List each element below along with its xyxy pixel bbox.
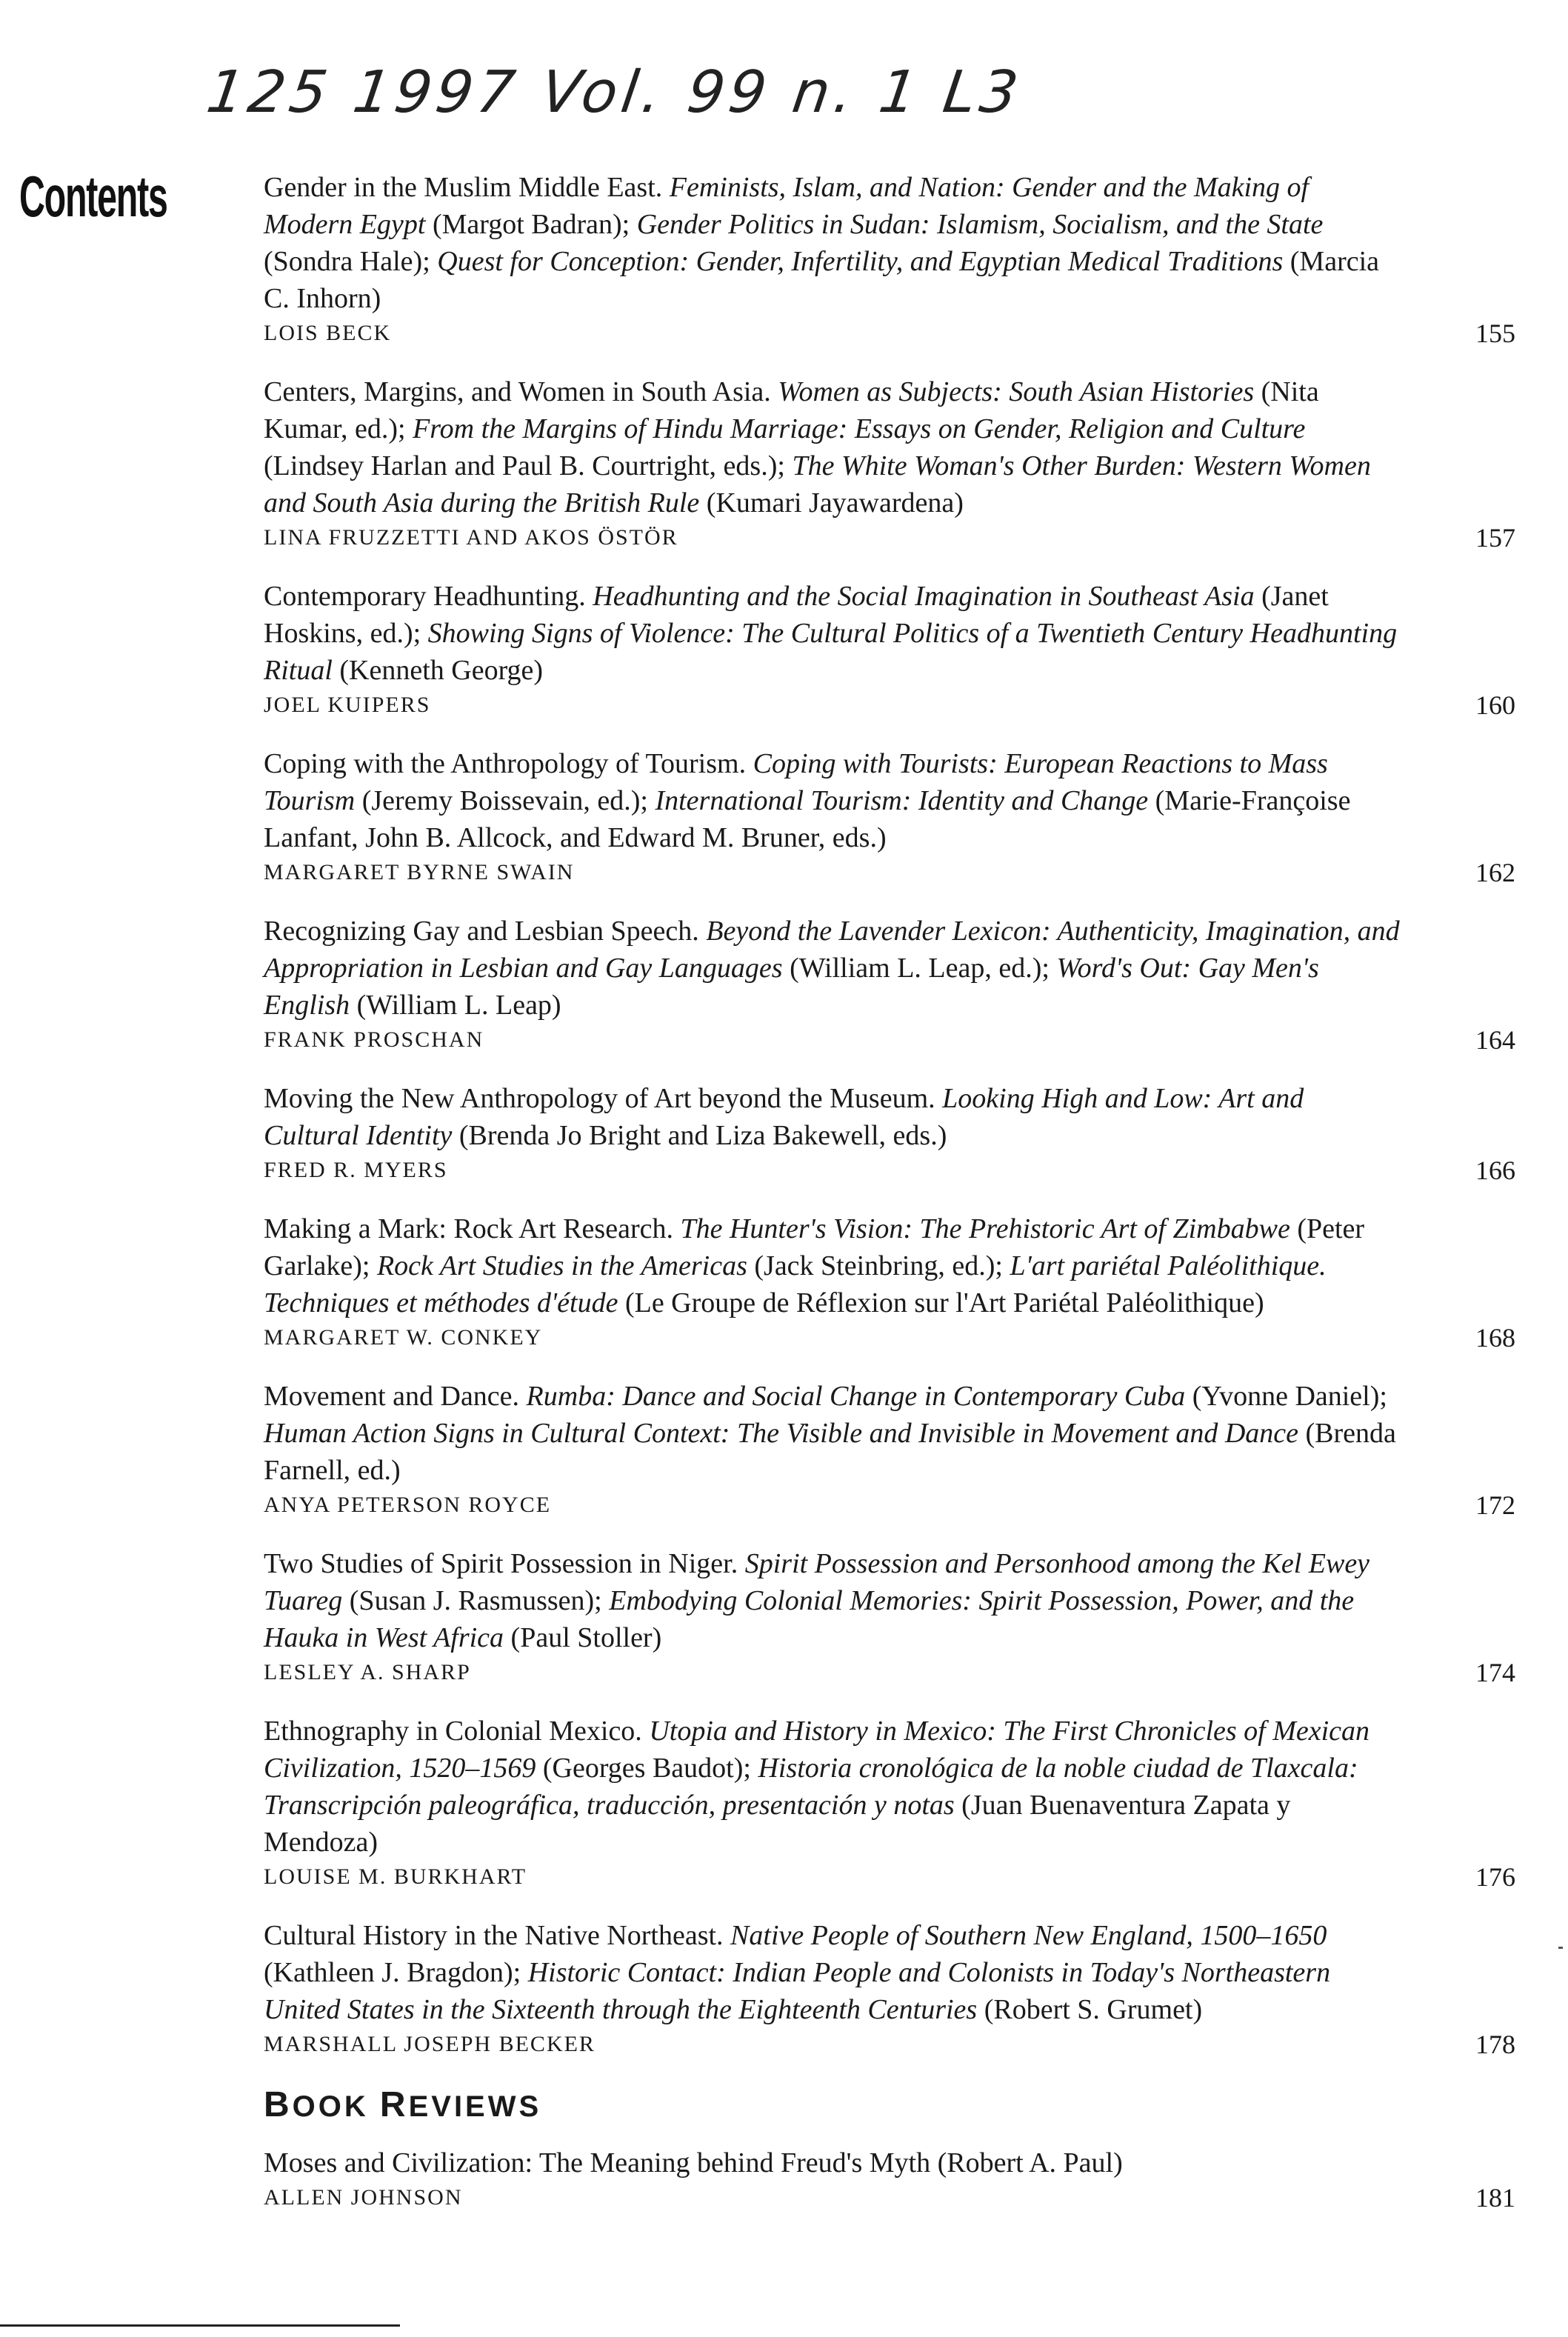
book-title: Showing Signs of Violence: The Cultural Politics of a Twentieth Century Headhunting Ritual: [264, 618, 1398, 686]
book-author: (Margot Badran);: [432, 209, 630, 240]
entry-title: Coping with the Anthropology of Tourism.: [264, 748, 747, 779]
book-title: Historic Contact: Indian People and Colonists in Today's Northeastern United States in the Sixteenth through the Eighteenth Centuries: [264, 1957, 1331, 2025]
heading-initial: R: [379, 2085, 409, 2124]
book-title: Utopia and History in Mexico: The First Chronicles of Mexican Civilization, 1520–1569: [264, 1716, 1370, 1784]
page-number: 172: [1475, 1490, 1515, 1520]
book-title: Headhunting and the Social Imagination in Southeast Asia: [593, 581, 1255, 612]
entry-text: [264, 373, 1404, 521]
book-title: Women as Subjects: South Asian Histories: [778, 376, 1255, 407]
heading-rest: EVIEWS: [408, 2090, 542, 2123]
book-title: Rock Art Studies in the Americas: [376, 1250, 747, 1281]
reviewer-name: MARGARET W. CONKEY: [264, 1325, 543, 1350]
entry-title: Centers, Margins, and Women in South Asia.: [264, 376, 771, 407]
reviewer-name: FRANK PROSCHAN: [264, 1027, 484, 1052]
book-title: The White Woman's Other Burden: Western Women and South Asia during the British Rule: [264, 450, 1371, 519]
book-title: Human Action Signs in Cultural Context: The Visible and Invisible in Movement and Dance: [264, 1418, 1299, 1449]
book-author: (Brenda Farnell, ed.): [264, 1418, 1396, 1486]
book-author: (Kathleen J. Bragdon);: [264, 1957, 521, 1988]
entry-text: [264, 913, 1404, 1024]
book-author: (Nita Kumar, ed.);: [264, 376, 1319, 444]
reviewer-name: LOIS BECK: [264, 321, 392, 345]
entry-title: Two Studies of Spirit Possession in Niger.: [264, 1548, 738, 1579]
book-author: (Jack Steinbring, ed.);: [754, 1250, 1003, 1281]
book-author: (Le Groupe de Réflexion sur l'Art Pariétal Paléolithique): [624, 1287, 1264, 1318]
margin-mark: [1558, 1947, 1563, 1949]
page-number: 162: [1475, 858, 1515, 887]
reviewer-name: LESLEY A. SHARP: [264, 1660, 471, 1684]
reviewer-name: ALLEN JOHNSON: [264, 2185, 463, 2210]
book-author: (Kenneth George): [339, 655, 544, 686]
book-title: Spirit Possession and Personhood among the Kel Ewey Tuareg: [264, 1548, 1370, 1616]
entry-text: [264, 578, 1404, 689]
entry-text: [264, 1210, 1404, 1321]
contents-entry: [264, 373, 1515, 551]
book-author: (Paul Stoller): [510, 1622, 662, 1653]
bottom-rule: [0, 2324, 400, 2327]
entry-title: Contemporary Headhunting.: [264, 581, 586, 612]
page-number: 164: [1475, 1025, 1515, 1055]
contents-list: [264, 169, 1515, 2238]
review-title: Moses and Civilization: The Meaning behind Freud's Myth (Robert A. Paul): [264, 2147, 1123, 2178]
entry-title: Ethnography in Colonial Mexico.: [264, 1716, 642, 1747]
entry-title: Gender in the Muslim Middle East.: [264, 172, 663, 203]
review-entry: [264, 2144, 1515, 2211]
handwritten-call-number: 125 1997 Vol. 99 n. 1 L3: [202, 59, 1027, 126]
heading-rest: OOK: [292, 2090, 380, 2123]
book-title: Beyond the Lavender Lexicon: Authenticity, Imagination, and Appropriation in Lesbian and Gay Languages: [264, 916, 1400, 984]
book-author: (Marcia C. Inhorn): [264, 246, 1380, 314]
book-title: International Tourism: Identity and Change: [655, 785, 1149, 816]
contents-entry: [264, 1080, 1515, 1184]
page-number: 168: [1475, 1323, 1515, 1353]
book-author: (William L. Leap): [356, 990, 561, 1021]
book-author: (Yvonne Daniel);: [1192, 1381, 1387, 1412]
book-title: From the Margins of Hindu Marriage: Essays on Gender, Religion and Culture: [413, 413, 1306, 444]
book-title: Feminists, Islam, and Nation: Gender and the Making of Modern Egypt: [264, 172, 1310, 240]
book-author: (Juan Buenaventura Zapata y Mendoza): [264, 1790, 1291, 1858]
reviewer-name: ANYA PETERSON ROYCE: [264, 1493, 552, 1517]
book-title: The Hunter's Vision: The Prehistoric Art of Zimbabwe: [680, 1213, 1290, 1244]
reviewer-name: MARSHALL JOSEPH BECKER: [264, 2032, 595, 2056]
entry-text: [264, 1713, 1404, 1861]
reviewer-name: JOEL KUIPERS: [264, 693, 431, 717]
entry-text: [264, 169, 1404, 317]
book-title: Gender Politics in Sudan: Islamism, Socialism, and the State: [636, 209, 1324, 240]
book-author: (Robert S. Grumet): [984, 1994, 1203, 2025]
page-number: 181: [1475, 2183, 1515, 2213]
page-number: 166: [1475, 1156, 1515, 1185]
contents-entry: [264, 578, 1515, 719]
contents-entry: [264, 169, 1515, 347]
contents-entry: [264, 1713, 1515, 1890]
page-number: 176: [1475, 1862, 1515, 1892]
entry-text: [264, 1917, 1404, 2028]
contents-entry: [264, 1545, 1515, 1686]
page-number: 178: [1475, 2030, 1515, 2059]
entry-title: Moving the New Anthropology of Art beyond the Museum.: [264, 1083, 935, 1114]
book-author: (Jeremy Boissevain, ed.);: [361, 785, 648, 816]
book-title: Word's Out: Gay Men's English: [264, 953, 1319, 1021]
book-author: (Kumari Jayawardena): [706, 487, 964, 519]
page-number: 160: [1475, 690, 1515, 720]
book-author: (Lindsey Harlan and Paul B. Courtright, eds.);: [264, 450, 785, 481]
book-title: Quest for Conception: Gender, Infertility, and Egyptian Medical Traditions: [437, 246, 1284, 277]
reviewer-name: FRED R. MYERS: [264, 1158, 448, 1182]
book-title: Historia cronológica de la noble ciudad de Tlaxcala: Transcripción paleográfica, traducción, presentación y notas: [264, 1753, 1358, 1821]
entry-title: Making a Mark: Rock Art Research.: [264, 1213, 673, 1244]
entry-text: [264, 1545, 1404, 1656]
contents-entry: [264, 1917, 1515, 2058]
contents-entry: [264, 745, 1515, 886]
entry-text: [264, 1378, 1404, 1489]
book-title: Embodying Colonial Memories: Spirit Possession, Power, and the Hauka in West Africa: [264, 1585, 1355, 1653]
page-number: 174: [1475, 1658, 1515, 1687]
book-title: Native People of Southern New England, 1500–1650: [730, 1920, 1327, 1951]
contents-entry: [264, 1210, 1515, 1351]
contents-entry: [264, 1378, 1515, 1518]
contents-entry: [264, 913, 1515, 1053]
entry-title: Cultural History in the Native Northeast.: [264, 1920, 724, 1951]
book-author: (Georges Baudot);: [542, 1753, 751, 1784]
entry-text: [264, 1080, 1404, 1154]
book-author: (Susan J. Rasmussen);: [349, 1585, 602, 1616]
book-title: L'art pariétal Paléolithique. Techniques et méthodes d'étude: [264, 1250, 1327, 1318]
reviewer-name: LINA FRUZZETTI AND AKOS ÖSTÖR: [264, 525, 678, 550]
book-author: (Peter Garlake);: [264, 1213, 1365, 1281]
book-author: (Sondra Hale);: [264, 246, 430, 277]
book-author: (William L. Leap, ed.);: [790, 953, 1050, 984]
book-reviews-heading: [264, 2084, 1515, 2125]
book-title: Coping with Tourists: European Reactions to Mass Tourism: [264, 748, 1328, 816]
book-author: (Brenda Jo Bright and Liza Bakewell, eds.): [458, 1120, 947, 1151]
book-author: (Janet Hoskins, ed.);: [264, 581, 1329, 649]
reviewer-name: LOUISE M. BURKHART: [264, 1864, 527, 1889]
reviewer-name: MARGARET BYRNE SWAIN: [264, 860, 575, 884]
heading-initial: B: [264, 2085, 293, 2124]
page-number: 155: [1475, 319, 1515, 348]
book-title: Rumba: Dance and Social Change in Contemporary Cuba: [526, 1381, 1186, 1412]
page-number: 157: [1475, 523, 1515, 553]
contents-heading: Contents: [19, 164, 167, 229]
book-author: (Marie-Françoise Lanfant, John B. Allcock, and Edward M. Bruner, eds.): [264, 785, 1351, 853]
book-title: Looking High and Low: Art and Cultural Identity: [264, 1083, 1304, 1151]
entry-title: Movement and Dance.: [264, 1381, 520, 1412]
entry-text: [264, 745, 1404, 856]
entry-title: Recognizing Gay and Lesbian Speech.: [264, 916, 699, 947]
